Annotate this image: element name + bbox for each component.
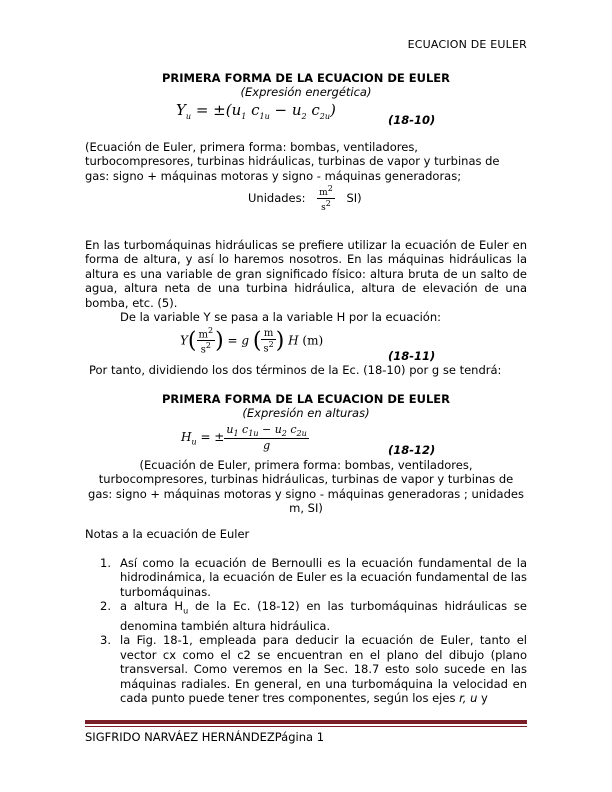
paragraph-variable: De la variable Y se pasa a la variable H por la ecuación: — [120, 310, 441, 324]
note-number: 2. — [100, 599, 111, 614]
note-subscript: u — [183, 606, 189, 616]
note-text-end: y — [477, 690, 488, 705]
section1-description: (Ecuación de Euler, primera forma: bombas, ventiladores, turbocompresores, turbinas hidráulicas, turbinas de vapor y turbinas de gas: signo + máquinas motoras y signo - máquinas generadoras; — [85, 140, 500, 183]
units-line — [248, 184, 362, 213]
note-number: 1. — [100, 556, 111, 570]
units-suffix: SI) — [346, 191, 362, 205]
footer-rule — [85, 720, 527, 724]
equation-18-11: Y( $\frac{m^2}{s^2}$ ) = g ( $\frac{m}{s^2}$ ) H (m) — [180, 326, 324, 356]
equation-number-18-10: (18-10) — [388, 113, 436, 127]
units-num: m — [319, 188, 328, 198]
units-label: Unidades: — [248, 191, 306, 205]
note-text-cont: de la Ec. (18-12) en las turbomáquinas hidráulicas se denomina también altura hidráulica. — [120, 599, 527, 633]
list-item — [100, 633, 527, 705]
note-number: 3. — [100, 633, 111, 648]
units-fraction — [317, 184, 335, 213]
equation-18-12: $H_u$ = ± $\frac{u_1 c_{1u} - u_2 c_{2u}}{g}$ — [181, 423, 307, 453]
equation-number-18-12: (18-12) — [388, 443, 436, 457]
section1-title: PRIMERA FORMA DE LA ECUACION DE EULER — [161, 71, 451, 85]
units-num-sup: 2 — [327, 184, 333, 193]
notes-list — [100, 556, 527, 705]
note-text: a altura H — [120, 599, 184, 614]
section2-description: (Ecuación de Euler, primera forma: bombas, ventiladores, turbocompresores, turbinas hidráulicas, turbinas de vapor y turbinas de gas: signo + máquinas motoras y signo - máquinas generadoras ; unidades m, SI) — [88, 458, 524, 516]
equation-18-10: $Y_u = \pm(u_1$ $c_{1u} - u_2$ $c_{2u}$) — [176, 101, 336, 121]
page-header: ECUACION DE EULER — [407, 38, 527, 51]
units-den: s — [321, 203, 326, 213]
notes-heading: Notas a la ecuación de Euler — [85, 527, 250, 541]
section2-title: PRIMERA FORMA DE LA ECUACION DE EULER — [161, 392, 451, 406]
paragraph-turbomachines: En las turbomáquinas hidráulicas se prefiere utilizar la ecuación de Euler en forma de altura, y así lo haremos nosotros. En las máquinas hidráulicas la altura es una variable de gran significado físico: altura bruta de un salto de agua, altura neta de una turbina hidráulica, altura de elevación de una bomba, etc. (5). — [85, 238, 527, 310]
units-den-sup: 2 — [325, 199, 331, 208]
page-footer: SIGFRIDO NARVÁEZ HERNÁNDEZPágina 1 — [85, 730, 325, 744]
equation-number-18-11: (18-11) — [388, 349, 436, 363]
paragraph-dividing: Por tanto, dividiendo los dos términos de la Ec. (18-10) por g se tendrá: — [89, 363, 502, 377]
footer-rule-thin — [85, 726, 527, 727]
note-text: la Fig. 18-1, empleada para deducir la ecuación de Euler, tanto el vector cx como el c2 se encuentran en el plano del dibujo (plano transversal. Como veremos en la Sec. 18.7 esto solo sucede en las máquinas radiales. En general, en una turbomáquina la velocidad en cada punto puede tener tres componentes, según los ejes — [120, 633, 527, 705]
section2-subtitle: (Expresión en alturas) — [242, 406, 370, 420]
list-item — [100, 599, 527, 633]
list-item — [100, 556, 527, 599]
section1-subtitle: (Expresión energética) — [240, 85, 372, 99]
note-axes: r, u — [459, 690, 478, 705]
note-text: Así como la ecuación de Bernoulli es la ecuación fundamental de la hidrodinámica, la ecuación de Euler es la ecuación fundamental de las turbomáquinas. — [120, 556, 527, 599]
